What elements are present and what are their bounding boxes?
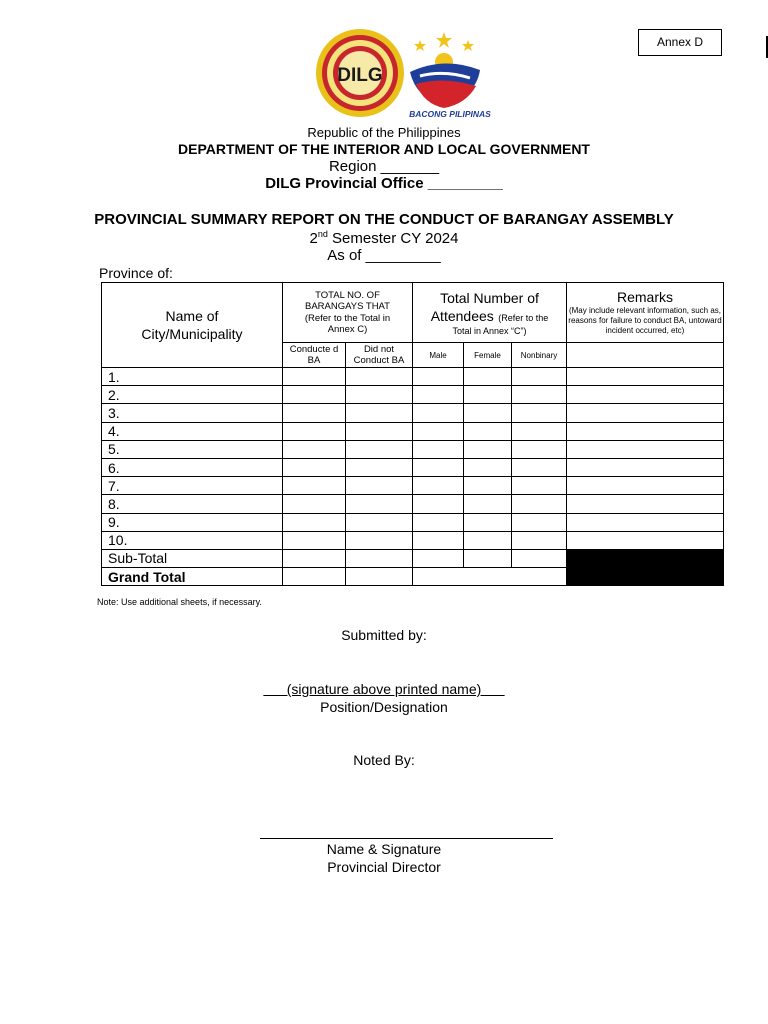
table-cell[interactable] xyxy=(346,531,413,549)
col-total-barangays-header: TOTAL NO. OF BARANGAYS THAT (Refer to the Total in Annex C) xyxy=(283,283,413,343)
col-conducted: Conducte d BA xyxy=(283,343,346,368)
table-cell[interactable] xyxy=(346,404,413,422)
table-cell[interactable] xyxy=(567,440,724,458)
table-cell[interactable] xyxy=(413,568,567,586)
table-cell[interactable] xyxy=(413,386,464,404)
table-cell[interactable] xyxy=(283,513,346,531)
col-name-header: Name of City/Municipality xyxy=(102,283,283,368)
table-cell[interactable] xyxy=(346,386,413,404)
row-number: 3. xyxy=(102,404,283,422)
table-cell[interactable] xyxy=(567,422,724,440)
table-cell[interactable] xyxy=(413,368,464,386)
table-cell[interactable] xyxy=(464,549,512,567)
table-row xyxy=(102,458,724,476)
semester-label: 2nd Semester CY 2024 xyxy=(309,229,459,247)
table-cell[interactable] xyxy=(512,495,567,513)
table-cell[interactable] xyxy=(283,495,346,513)
table-cell[interactable] xyxy=(346,368,413,386)
submitted-by-label: Submitted by: xyxy=(341,627,427,643)
table-cell[interactable] xyxy=(413,495,464,513)
table-cell[interactable] xyxy=(464,513,512,531)
table-cell[interactable] xyxy=(346,477,413,495)
col-female: Female xyxy=(464,343,512,368)
table-cell[interactable] xyxy=(567,404,724,422)
table-cell[interactable] xyxy=(413,404,464,422)
row-number: 2. xyxy=(102,386,283,404)
dilg-seal-text: DILG xyxy=(337,65,383,86)
as-of-field: As of _________ xyxy=(327,247,441,264)
table-cell[interactable] xyxy=(283,531,346,549)
table-row xyxy=(102,422,724,440)
table-cell[interactable] xyxy=(464,458,512,476)
table-cell[interactable] xyxy=(413,513,464,531)
table-cell[interactable] xyxy=(283,422,346,440)
col-remarks-blank xyxy=(567,343,724,368)
col-nonbinary: Nonbinary xyxy=(512,343,567,368)
table-cell[interactable] xyxy=(413,531,464,549)
table-cell[interactable] xyxy=(283,404,346,422)
province-label: Province of: xyxy=(99,265,173,281)
table-cell[interactable] xyxy=(283,368,346,386)
table-cell[interactable] xyxy=(512,404,567,422)
table-cell[interactable] xyxy=(464,531,512,549)
table-cell[interactable] xyxy=(283,458,346,476)
table-cell[interactable] xyxy=(413,549,464,567)
table-cell[interactable] xyxy=(512,458,567,476)
table-cell[interactable] xyxy=(464,477,512,495)
remarks-blackout xyxy=(567,568,724,586)
table-cell[interactable] xyxy=(464,440,512,458)
table-row xyxy=(102,440,724,458)
table-row xyxy=(102,495,724,513)
bagong-pilipinas-logo-icon xyxy=(409,32,491,119)
table-cell[interactable] xyxy=(346,568,413,586)
signature-line: (signature above printed name) xyxy=(263,681,505,697)
table-row xyxy=(102,477,724,495)
table-cell[interactable] xyxy=(283,477,346,495)
table-cell[interactable] xyxy=(346,440,413,458)
table-row xyxy=(102,513,724,531)
table-cell[interactable] xyxy=(512,513,567,531)
annex-label: Annex D xyxy=(638,29,722,56)
row-number: 10. xyxy=(102,531,283,549)
table-cell[interactable] xyxy=(346,513,413,531)
bagong-pilipinas-text: BACONG PILIPINAS xyxy=(409,109,491,119)
table-cell[interactable] xyxy=(346,458,413,476)
col-not-conducted: Did not Conduct BA xyxy=(346,343,413,368)
table-cell[interactable] xyxy=(413,458,464,476)
republic-label: Republic of the Philippines xyxy=(307,125,461,140)
director-label: Provincial Director xyxy=(327,859,441,875)
header-logos xyxy=(316,26,496,122)
table-cell[interactable] xyxy=(512,368,567,386)
col-male: Male xyxy=(413,343,464,368)
table-cell[interactable] xyxy=(464,422,512,440)
table-cell[interactable] xyxy=(464,386,512,404)
region-field: Region _______ xyxy=(328,158,440,175)
table-cell[interactable] xyxy=(346,549,413,567)
row-number: 5. xyxy=(102,440,283,458)
position-label: Position/Designation xyxy=(320,699,448,715)
table-row xyxy=(102,531,724,549)
table-cell[interactable] xyxy=(512,386,567,404)
col-attendees-header: Total Number of Attendees (Refer to the Total in Annex “C”) xyxy=(413,283,567,343)
director-signature-line xyxy=(260,838,553,839)
table-cell[interactable] xyxy=(283,549,346,567)
row-number: 8. xyxy=(102,495,283,513)
table-cell[interactable] xyxy=(567,386,724,404)
table-cell[interactable] xyxy=(512,440,567,458)
subtotal-row xyxy=(102,549,724,567)
row-number: 7. xyxy=(102,477,283,495)
table-cell[interactable] xyxy=(464,495,512,513)
table-cell[interactable] xyxy=(512,477,567,495)
summary-table xyxy=(101,282,724,586)
table-cell[interactable] xyxy=(464,404,512,422)
remarks-blackout xyxy=(567,549,724,567)
department-title: DEPARTMENT OF THE INTERIOR AND LOCAL GOVERNMENT xyxy=(178,141,590,157)
table-cell[interactable] xyxy=(413,422,464,440)
table-cell[interactable] xyxy=(512,531,567,549)
table-header-row xyxy=(102,283,724,343)
noted-by-label: Noted By: xyxy=(353,752,415,768)
table-cell[interactable] xyxy=(567,531,724,549)
table-cell[interactable] xyxy=(567,495,724,513)
table-row xyxy=(102,404,724,422)
table-row xyxy=(102,368,724,386)
table-cell[interactable] xyxy=(512,422,567,440)
table-cell[interactable] xyxy=(346,422,413,440)
row-number: 6. xyxy=(102,458,283,476)
name-signature-label: Name & Signature xyxy=(326,841,442,857)
grand-total-label: Grand Total xyxy=(102,568,283,586)
table-cell[interactable] xyxy=(413,440,464,458)
table-cell[interactable] xyxy=(283,440,346,458)
table-cell[interactable] xyxy=(567,458,724,476)
table-cell[interactable] xyxy=(567,513,724,531)
table-cell[interactable] xyxy=(413,477,464,495)
row-number: 4. xyxy=(102,422,283,440)
table-cell[interactable] xyxy=(283,568,346,586)
table-cell[interactable] xyxy=(283,386,346,404)
table-cell[interactable] xyxy=(464,368,512,386)
table-cell[interactable] xyxy=(346,495,413,513)
col-remarks-header: Remarks (May include relevant information, such as, reasons for failure to conduct BA, untoward incident occurred, etc) xyxy=(567,283,724,343)
row-number: 9. xyxy=(102,513,283,531)
dilg-seal-icon xyxy=(316,29,404,117)
row-number: 1. xyxy=(102,368,283,386)
table-cell[interactable] xyxy=(567,477,724,495)
grand-total-row xyxy=(102,568,724,586)
footnote: Note: Use additional sheets, if necessary. xyxy=(97,597,262,607)
table-cell[interactable] xyxy=(512,549,567,567)
table-row xyxy=(102,386,724,404)
table-cell[interactable] xyxy=(567,368,724,386)
provincial-office-field: DILG Provincial Office _________ xyxy=(265,175,503,192)
subtotal-label: Sub-Total xyxy=(102,549,283,567)
report-title: PROVINCIAL SUMMARY REPORT ON THE CONDUCT OF BARANGAY ASSEMBLY xyxy=(94,211,674,228)
